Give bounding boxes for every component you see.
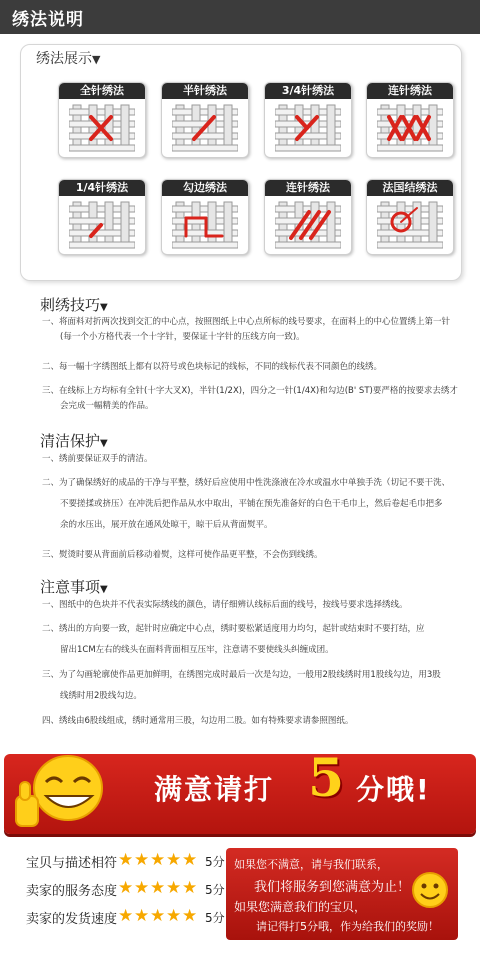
- french-knot-icon: [377, 200, 443, 250]
- notes-item: 四、绣线由6股线组成，绣时通常用三股，勾边用二股。如有特殊要求请参照图纸。: [42, 716, 354, 726]
- tips-item: 二、每一幅十字绣图纸上都有以符号或色块标记的线标，不同的线标代表不同颜色的线绣。: [42, 362, 383, 372]
- star-icon: ★: [166, 850, 182, 870]
- cta-line-1: 如果您不满意，请与我们联系，: [234, 858, 388, 871]
- star-icon: ★: [182, 906, 198, 926]
- rating-score: 5分: [205, 883, 225, 897]
- stitch-tile-label: 3/4针绣法: [265, 83, 351, 99]
- stitch-tile: [58, 179, 146, 255]
- star-icon: ★: [118, 878, 134, 898]
- rating-score: 5分: [205, 855, 225, 869]
- stitch-tile: [264, 179, 352, 255]
- stitch-tile-label: 连针绣法: [265, 180, 351, 196]
- star-icon: ★: [118, 850, 134, 870]
- tips-item: 一、将面料对折两次找到交汇的中心点，按照图纸上中心点所标的线号要求，在面料上的中心位置绣上第一针 (每一个小方格代表一个十字针，要保证十字针的压线方向一致)。: [42, 317, 451, 342]
- stitch-tile: [58, 82, 146, 158]
- cleaning-item: 一、绣前要保证双手的清洁。: [42, 454, 153, 464]
- cta-line-2: 我们将服务到您满意为止！: [254, 880, 411, 895]
- three-quarter-stitch-icon: [275, 103, 341, 153]
- banner-text-right: 分哦!: [356, 773, 431, 806]
- rating-label: 卖家的服务态度: [26, 884, 118, 899]
- star-icon: ★: [150, 906, 166, 926]
- rating-label: 卖家的发货速度: [26, 912, 118, 927]
- stitch-tile-label: 1/4针绣法: [59, 180, 145, 196]
- stitch-tile: [161, 82, 249, 158]
- star-icon: ★: [118, 906, 134, 926]
- page-title: 绣法说明: [12, 9, 84, 30]
- smiley-icon: [410, 870, 450, 910]
- cleaning-title: 清洁保护▼: [40, 432, 108, 450]
- star-icon: ★: [134, 878, 150, 898]
- smiley-thumbs-up-icon: [10, 744, 120, 838]
- showcase-title: 绣法展示▼: [36, 51, 101, 67]
- stitch-tile: [366, 82, 454, 158]
- stitch-tile: [264, 82, 352, 158]
- header-bar: [0, 0, 480, 34]
- rating-banner: [4, 744, 476, 838]
- cleaning-item: 三、熨烫时要从背面前后移动着熨，这样可使作品更平整，不会伤到线绣。: [42, 550, 323, 560]
- cta-line-3: 如果您满意我们的宝贝，: [234, 900, 367, 914]
- notes-item: 一、图纸中的色块并不代表实际绣线的颜色，请仔细辨认线标后面的线号，按线号要求选择绣线。: [42, 600, 408, 610]
- running-stitch-icon: [275, 200, 341, 250]
- tips-title: 刺绣技巧▼: [40, 296, 108, 314]
- half-stitch-icon: [172, 103, 238, 153]
- quarter-stitch-icon: [69, 200, 135, 250]
- star-icon: ★: [166, 878, 182, 898]
- backstitch-icon: [172, 200, 238, 250]
- stitch-tile-label: 连针绣法: [367, 83, 453, 99]
- stitch-tile-label: 全针绣法: [59, 83, 145, 99]
- banner-five: 5: [308, 748, 345, 809]
- cta-box: [226, 848, 458, 940]
- cta-line-4: 请记得打5分哦，作为给我们的奖励！: [256, 920, 439, 933]
- stitch-tile-label: 勾边绣法: [162, 180, 248, 196]
- notes-item: 三、为了勾画轮廓使作品更加鲜明，在绣图完成时最后一次是勾边，一般用2股线绣时用1股线勾边，用3股 线绣时用2股线勾边。: [42, 670, 441, 701]
- stitch-tile: [161, 179, 249, 255]
- star-icon: ★: [150, 850, 166, 870]
- notes-title: 注意事项▼: [40, 578, 108, 596]
- notes-item: 二、绣出的方向要一致，起针时应确定中心点，绣时要松紧适度用力均匀，起针或结束时不要打结，应 留出1CM左右的线头在面料背面相互压牢，注意请不要使线头纠缠成团。: [42, 624, 425, 655]
- stitch-tile-label: 半针绣法: [162, 83, 248, 99]
- star-icon: ★: [150, 878, 166, 898]
- rating-score: 5分: [205, 911, 225, 925]
- stitch-tile: [366, 179, 454, 255]
- star-icon: ★: [134, 906, 150, 926]
- star-icon: ★: [182, 878, 198, 898]
- full-stitch-icon: [69, 103, 135, 153]
- star-icon: ★: [182, 850, 198, 870]
- banner-text-left: 满意请打: [154, 773, 275, 806]
- star-icon: ★: [134, 850, 150, 870]
- stitch-tile-label: 法国结绣法: [367, 180, 453, 196]
- continuous-stitch-icon: [377, 103, 443, 153]
- cleaning-item: 二、为了确保绣好的成品的干净与平整，绣好后应使用中性洗涤液在冷水或温水中单独手洗（切记不要干洗、 不要搓揉或挤压）在冲洗后把作品从水中取出，平铺在预先准备好的白色干毛巾上，然后卷起毛巾把多 余的水压出，展开放在通风处晾干，晾干后从背面熨平。: [42, 478, 451, 530]
- rating-label: 宝贝与描述相符: [26, 856, 118, 871]
- star-icon: ★: [166, 906, 182, 926]
- tips-item: 三、在线标上方均标有全针(十字大叉X)，半针(1/2X)，四分之一针(1/4X)和勾边(B' ST)要严格的按要求去绣才 会完成一幅精美的作品。: [42, 386, 458, 411]
